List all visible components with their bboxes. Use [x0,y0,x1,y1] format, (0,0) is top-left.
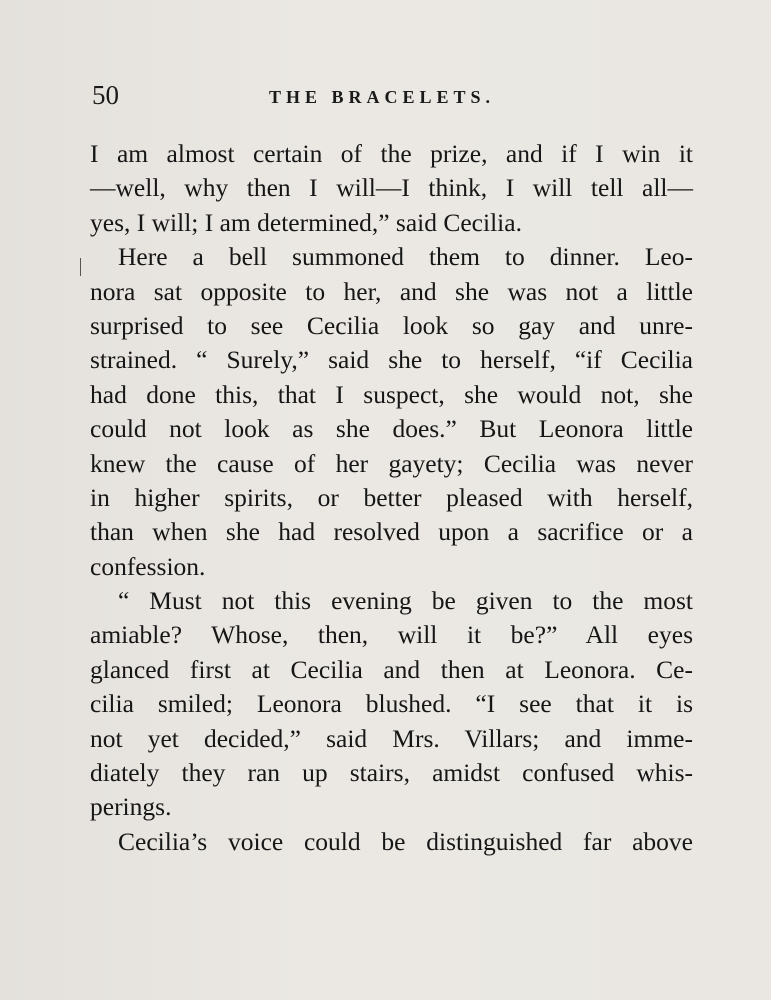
text-line: I am almost certain of the prize, and if I win it [90,139,693,168]
body-text [90,137,693,859]
text-line: strained. “ Surely,” said she to herself, “if Cecilia [90,345,693,375]
margin-mark [80,258,81,276]
text-line: not yet decided,” said Mrs. Villars; and imme- [90,723,693,753]
text-line: Cecilia’s voice could be distinguished far above [118,826,693,856]
text-line: diately they ran up stairs, amidst confused whis- [90,758,693,788]
text-line: perings. [90,792,172,822]
text-line: “ Must not this evening be given to the most [118,586,693,616]
page-number: 50 [92,80,119,110]
text-line: amiable? Whose, then, will it be?” All eyes [90,620,693,650]
running-title: THE BRACELETS. [269,87,496,107]
text-line: —well, why then I will—I think, I will tell all— [90,173,693,203]
text-line: than when she had resolved upon a sacrifice or a [90,517,693,547]
text-line: glanced first at Cecilia and then at Leonora. Ce- [90,654,693,684]
text-line: Here a bell summoned them to dinner. Leo- [118,242,693,272]
text-line: in higher spirits, or better pleased with herself, [90,482,693,512]
text-line: could not look as she does.” But Leonora little [90,414,693,444]
text-line: nora sat opposite to her, and she was not a little [90,276,693,306]
page-header [92,80,692,120]
text-line: knew the cause of her gayety; Cecilia was never [90,448,693,478]
text-line: confession. [90,551,206,581]
text-line: had done this, that I suspect, she would not, she [90,379,693,409]
text-line: surprised to see Cecilia look so gay and unre- [90,310,693,340]
text-line: cilia smiled; Leonora blushed. “I see that it is [90,689,693,719]
text-line: yes, I will; I am determined,” said Cecilia. [90,207,522,237]
